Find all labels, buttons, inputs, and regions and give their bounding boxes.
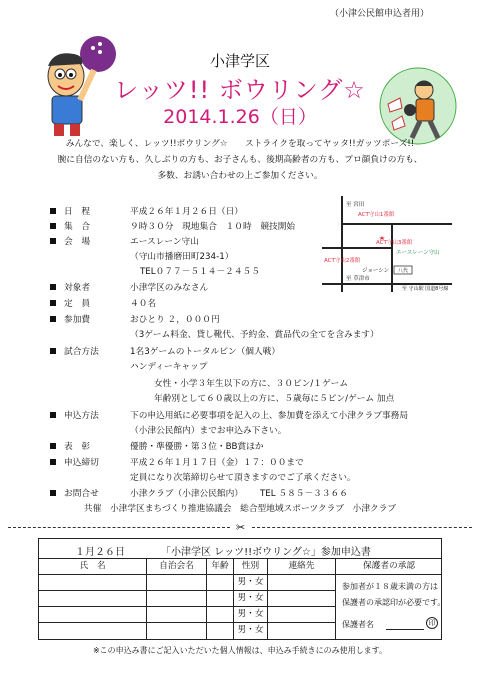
form-field-age[interactable] <box>207 575 234 591</box>
detail-label: お問合せ <box>64 489 99 499</box>
form-header-name: 氏 名 <box>39 559 147 575</box>
cut-dash <box>252 527 472 528</box>
contact-tel: TEL ５８５－３３６６ <box>260 489 348 499</box>
bullet-icon <box>50 443 56 449</box>
event-date: 2014.1.26（日） <box>163 106 317 128</box>
detail-label: 表 彰 <box>64 442 91 452</box>
privacy-note: ※この申込み書にご記入いただいた個人情報は、申込み手続きにのみ使用します。 <box>92 646 388 655</box>
guardian-name-field[interactable] <box>386 629 424 630</box>
cut-line <box>0 522 480 534</box>
bullet-icon <box>50 238 56 244</box>
detail-label: 集 合 <box>64 222 91 232</box>
detail-value: 優勝・準優勝・第３位・BB賞ほか <box>130 442 264 452</box>
handicap-title: ハンディーキャップ <box>130 362 208 372</box>
map-landmark-label: 八代 <box>398 268 409 274</box>
bullet-icon <box>50 412 56 418</box>
detail-value: 小津クラブ（小津公民館内） <box>130 489 243 499</box>
form-field-name[interactable] <box>39 591 147 607</box>
bullet-icon <box>50 316 56 322</box>
map-act1-label: ACT守山1番館 <box>358 212 395 218</box>
guardian-note: 保護者の承認印が必要です。 <box>342 598 446 607</box>
guardian-title: 保護者の承認 <box>336 559 442 575</box>
detail-value: 小津学区のみなさん <box>130 283 209 293</box>
form-field-gender[interactable]: 男・女 <box>234 607 268 623</box>
form-header-gender: 性別 <box>234 559 268 575</box>
detail-label: 試合方法 <box>64 347 99 357</box>
apply-note: （小津公民館内）までお申込み下さい。 <box>130 426 287 436</box>
seal-icon: 印 <box>426 617 438 629</box>
map-road-label: 至 宮田 <box>346 202 365 208</box>
form-field-association[interactable] <box>147 575 207 591</box>
intro-line: 腕に自信のない方も、久しぶりの方も、お子さんも、後期高齢者の方も、プロ顔負けの方も、 <box>57 155 423 165</box>
bullet-icon <box>50 300 56 306</box>
top-note: （小津公民館申込者用） <box>330 9 430 19</box>
bullet-icon <box>50 348 56 354</box>
form-field-age[interactable] <box>207 623 234 639</box>
detail-value: 平成２６年１月２６日（日） <box>130 207 243 217</box>
form-field-contact[interactable] <box>268 607 336 623</box>
form-field-name[interactable] <box>39 607 147 623</box>
venue-map <box>322 196 452 292</box>
form-field-association[interactable] <box>147 623 207 639</box>
sponsor-line: 共催 小津学区まちづくり推進協議会 総合型地域スポーツクラブ 小津クラブ <box>83 504 397 514</box>
map-venue-label: エースレーン守山 <box>396 250 440 256</box>
form-field-gender[interactable]: 男・女 <box>234 591 268 607</box>
fee-note: （3ゲーム料金、貸し靴代、予約金、賞品代の全てを含みます） <box>130 330 379 340</box>
form-field-association[interactable] <box>147 607 207 623</box>
form-field-contact[interactable] <box>268 575 336 591</box>
form-field-contact[interactable] <box>268 623 336 639</box>
form-field-gender[interactable]: 男・女 <box>234 575 268 591</box>
event-title: レッツ!! ボウリング☆ <box>114 76 366 104</box>
map-act3-label: ACT守山3番館 <box>376 240 413 246</box>
guardian-box <box>336 559 446 639</box>
bullet-icon <box>50 490 56 496</box>
handicap-rule: 女性・小学３年生以下の方に、３０ピン/１ゲーム <box>154 379 349 389</box>
guardian-name-label: 保護者名 <box>342 620 374 629</box>
detail-label: 申込方法 <box>64 411 99 421</box>
form-header-association: 自治会名 <box>147 559 207 575</box>
detail-value: おひとり ２，０００円 <box>130 315 220 325</box>
bullet-icon <box>50 223 56 229</box>
detail-label: 対象者 <box>64 283 91 293</box>
detail-value: 下の申込用紙に必要事項を記入の上、参加費を添えて小津クラブ事務局 <box>130 411 408 421</box>
form-field-age[interactable] <box>207 607 234 623</box>
intro-text <box>20 136 460 184</box>
handicap-rule: 年齢別として６０歳以上の方に、５歳毎に５ピン/ゲーム 加点 <box>154 394 395 404</box>
application-form <box>38 538 446 640</box>
venue-tel: TEL０７７－５１４－２４５５ <box>140 267 260 277</box>
deadline-note: 定員になり次第締切らせて頂きますのでご了承ください。 <box>130 473 356 483</box>
detail-label: 申込締切 <box>64 458 99 468</box>
guardian-note: 参加者が１８歳未満の方は <box>342 582 438 591</box>
scissors-icon: ✂ <box>236 521 246 534</box>
form-field-gender[interactable]: 男・女 <box>234 623 268 639</box>
organizer: 小津学区 <box>209 52 270 70</box>
venue-address: （守山市播磨田町234-1） <box>130 252 234 262</box>
form-header-contact: 連絡先 <box>268 559 336 575</box>
form-header-age: 年齢 <box>207 559 234 575</box>
map-road-label: 至 守山駅 国道8号線 <box>402 286 449 292</box>
form-field-name[interactable] <box>39 623 147 639</box>
bullet-icon <box>50 459 56 465</box>
form-field-age[interactable] <box>207 591 234 607</box>
detail-label: 会 場 <box>64 237 91 247</box>
detail-label: 日 程 <box>64 207 91 217</box>
detail-label: 定 員 <box>64 299 91 309</box>
form-title-date: １月２６日 <box>75 547 125 558</box>
detail-value: 平成２６年１月１７日（金）１７：００まで <box>130 458 304 468</box>
form-field-name[interactable] <box>39 575 147 591</box>
detail-value: 1名3ゲームのトータルピン（個人戦） <box>130 347 281 357</box>
bullet-icon <box>50 208 56 214</box>
form-field-contact[interactable] <box>268 591 336 607</box>
map-landmark-label: ジョーシン <box>362 268 390 274</box>
bullet-icon <box>50 284 56 290</box>
intro-line: みんなで、楽しく、レッツ!!ボウリング☆ ストライクを取ってヤッタ!!ガッツポーズ!! <box>65 139 415 149</box>
detail-value: ４０名 <box>130 299 157 309</box>
form-field-association[interactable] <box>147 591 207 607</box>
map-act2-label: ACT守山2番館 <box>324 258 361 264</box>
detail-value: エースレーン守山 <box>130 237 199 247</box>
form-title <box>39 539 441 559</box>
cut-dash <box>8 527 230 528</box>
intro-line: 多数、お誘い合わせの上ご参加ください。 <box>157 171 323 181</box>
form-title-name: 「小津学区 レッツ!!ボウリング☆」参加申込書 <box>161 547 371 558</box>
detail-value: ９時３０分 現地集合 １０時 競技開始 <box>130 222 296 232</box>
map-road-label: 至 草津市 <box>346 276 370 282</box>
detail-label: 参加費 <box>64 315 91 325</box>
